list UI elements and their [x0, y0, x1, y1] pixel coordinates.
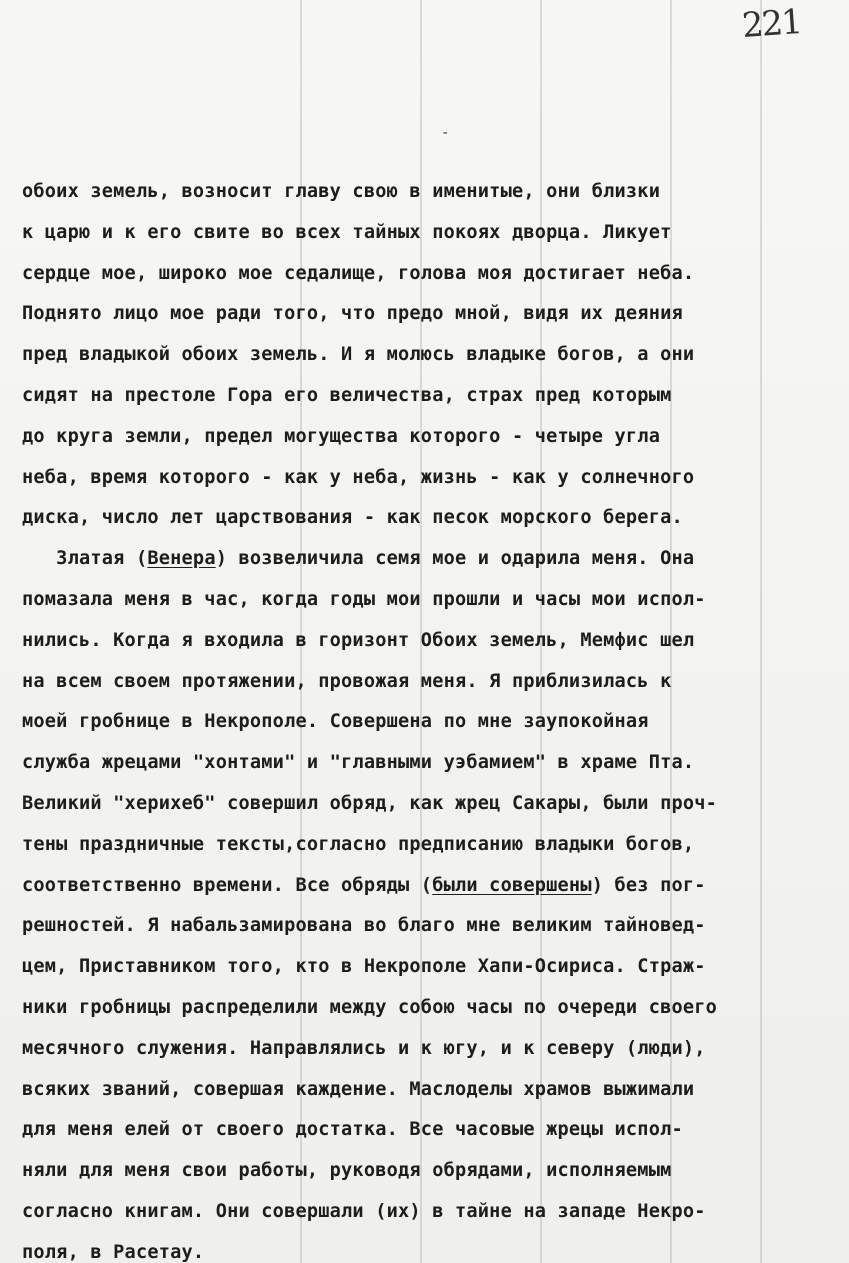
text-line: цем, Приставником того, кто в Некрополе Хапи-Осириса. Страж- [22, 956, 706, 978]
text-line: обоих земель, возносит главу свою в именитые, они близки [22, 181, 661, 202]
text-line: нились. Когда я входила в горизонт Обоих земель, Мемфис шел [22, 629, 695, 651]
underlined-phrase: были совершены [432, 874, 592, 896]
top-mark: - [441, 125, 450, 141]
text-line: согласно книгам. Они совершали (их) в тайне на западе Некро- [22, 1200, 706, 1222]
typed-text [22, 172, 834, 1263]
text-line: моей гробнице в Некрополе. Совершена по мне заупокойная [22, 711, 649, 733]
text-line: тены праздничные тексты,согласно предписанию владыки богов, [22, 833, 695, 855]
text-line: до круга земли, предел могущества которого - четыре угла [22, 425, 661, 447]
text-line: помазала меня в час, когда годы мои прошли и часы мои испол- [22, 588, 706, 610]
text-line: всяких званий, совершая каждение. Маслоделы храмов выжимали [22, 1078, 695, 1100]
underlined-word: Венера [147, 548, 216, 570]
text-line: на всем своем протяжении, провожая меня. Я приблизилась к [22, 670, 672, 692]
text-line: месячного служения. Направлялись и к югу, и к северу (люди), [22, 1037, 706, 1059]
text-fragment: Златая ( [22, 548, 148, 570]
text-line [22, 866, 834, 907]
text-line: сидят на престоле Гора его величества, страх пред которым [22, 384, 672, 406]
text-line: решностей. Я набальзамирована во благо мне великим тайновед- [22, 915, 706, 937]
text-line: поля, в Расетау. [22, 1241, 205, 1263]
text-line: служба жрецами "хонтами" и "главными уэбамием" в храме Пта. [22, 752, 695, 774]
text-line: пред владыкой обоих земель. И я молюсь владыке богов, а они [22, 344, 695, 366]
page-number: 221 [740, 1, 803, 47]
text-line: диска, число лет царствования - как песок морского берега. [22, 507, 683, 529]
text-line: Поднято лицо мое ради того, что предо мной, видя их деяния [22, 303, 683, 325]
text-line: сердце мое, широко мое седалище, голова моя достигает неба. [22, 262, 695, 284]
text-line: неба, время которого - как у неба, жизнь - как у солнечного [22, 466, 695, 488]
text-fragment: соответственно времени. Все обряды ( [22, 874, 433, 896]
text-line [22, 539, 834, 580]
text-line: для меня елей от своего достатка. Все часовые жрецы испол- [22, 1119, 683, 1141]
text-line: к царю и к его свите во всех тайных покоях дворца. Ликует [22, 221, 672, 243]
text-line: няли для меня свои работы, руководя обрядами, исполняемым [22, 1160, 672, 1182]
text-fragment: ) возвеличила семя мое и одарила меня. Она [215, 548, 695, 570]
text-fragment: ) без пог- [591, 874, 706, 896]
text-line: Великий "херихеб" совершил обряд, как жрец Сакары, были проч- [22, 792, 718, 814]
text-line: ники гробницы распределили между собою часы по очереди своего [22, 996, 718, 1018]
